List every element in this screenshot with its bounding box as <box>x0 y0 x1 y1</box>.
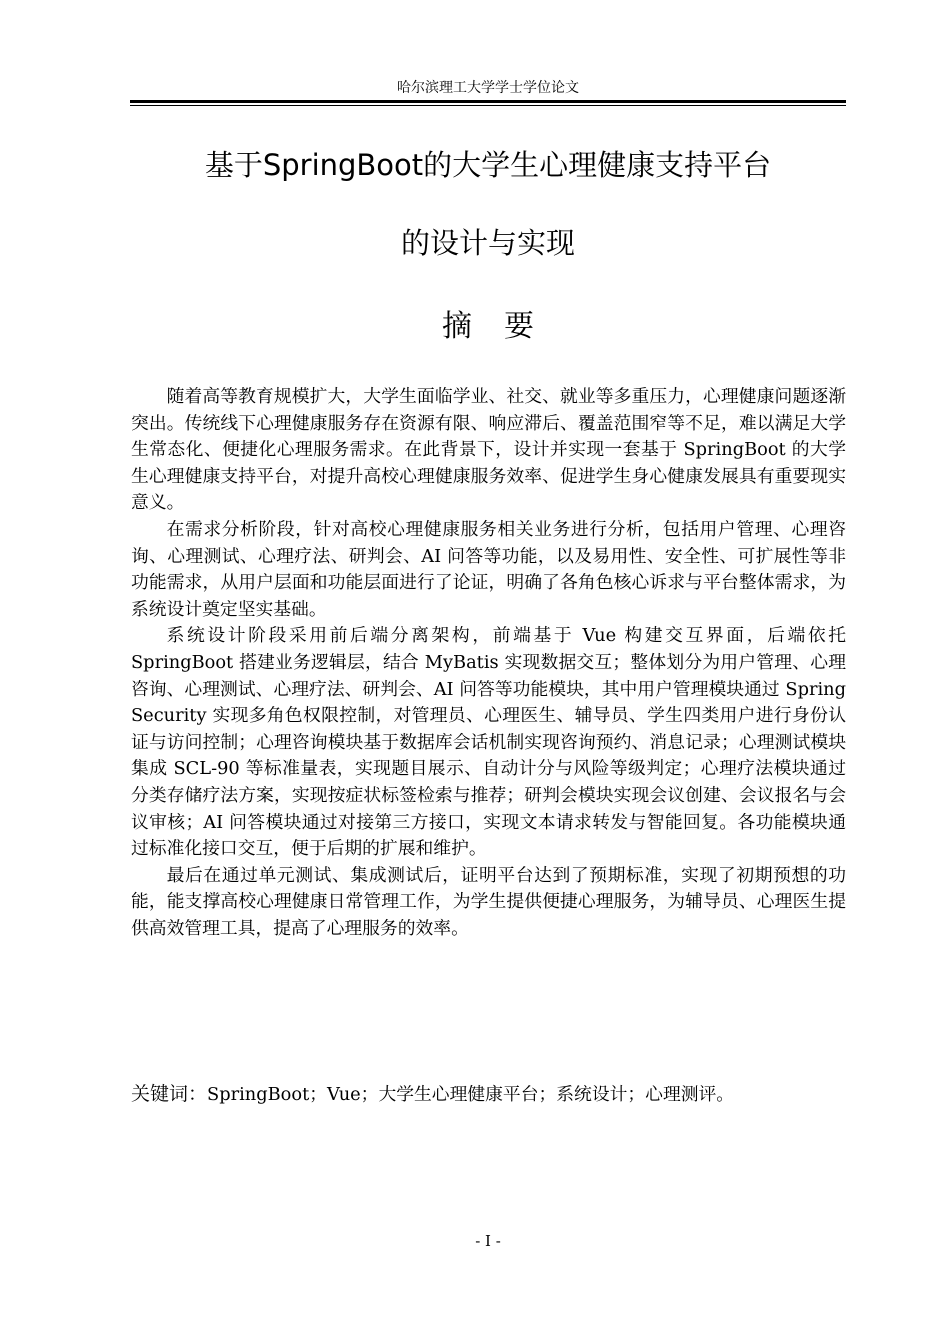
page-number: - I - <box>475 1232 501 1250</box>
keywords-label: 关键词： <box>131 1083 208 1105</box>
abstract-paragraph-2: 在需求分析阶段，针对高校心理健康服务相关业务进行分析，包括用户管理、心理咨询、心理测试、心理疗法、研判会、AI 问答等功能，以及易用性、安全性、可扩展性等非功能需求，从用户层面和功能层面进行了论证，明确了各角色核心诉求与平台整体需求，为系统设计奠定坚实基础。 <box>131 518 846 620</box>
thesis-title-line-1: 基于SpringBoot的大学生心理健康支持平台 <box>204 148 772 182</box>
header-rule-thin <box>130 105 846 106</box>
thesis-title-line-2: 的设计与实现 <box>400 226 575 260</box>
abstract-heading: 摘要 <box>442 309 566 344</box>
keywords-text: SpringBoot；Vue；大学生心理健康平台；系统设计；心理测评。 <box>207 1084 735 1105</box>
abstract-paragraph-3: 系统设计阶段采用前后端分离架构，前端基于 Vue 构建交互界面，后端依托 SpringBoot 搭建业务逻辑层，结合 MyBatis 实现数据交互；整体划分为用户管理、心理咨询、心理测试、心理疗法、研判会、AI 问答等功能模块，其中用户管理模块通过 Spring Security 实现多角色权限控制，对管理员、心理医生、辅导员、学生四类用户进行身份认证与访问控制；心理咨询模块基于数据库会话机制实现咨询预约、消息记录；心理测试模块集成 SCL-90 等标准量表，实现题目展示、自动计分与风险等级判定；心理疗法模块通过分类存储疗法方案，实现按症状标签检索与推荐；研判会模块实现会议创建、会议报名与会议审核；AI 问答模块通过对接第三方接口，实现文本请求转发与智能回复。各功能模块通过标准化接口交互，便于后期的扩展和维护。 <box>131 625 846 860</box>
keywords-line <box>131 1081 846 1109</box>
abstract-paragraph-4: 最后在通过单元测试、集成测试后，证明平台达到了预期标准，实现了初期预想的功能，能支撑高校心理健康日常管理工作，为学生提供便捷心理服务，为辅导员、心理医生提供高效管理工具，提高了心理服务的效率。 <box>131 864 846 939</box>
header-rule-thick <box>130 100 846 103</box>
abstract-paragraph-1: 随着高等教育规模扩大，大学生面临学业、社交、就业等多重压力，心理健康问题逐渐突出。传统线下心理健康服务存在资源有限、响应滞后、覆盖范围窄等不足，难以满足大学生常态化、便捷化心理服务需求。在此背景下，设计并实现一套基于 SpringBoot 的大学生心理健康支持平台，对提升高校心理健康服务效率、促进学生身心健康发展具有重要现实意义。 <box>131 386 846 514</box>
abstract-body <box>131 384 846 942</box>
running-header: 哈尔滨理工大学学士学位论文 <box>397 80 579 96</box>
